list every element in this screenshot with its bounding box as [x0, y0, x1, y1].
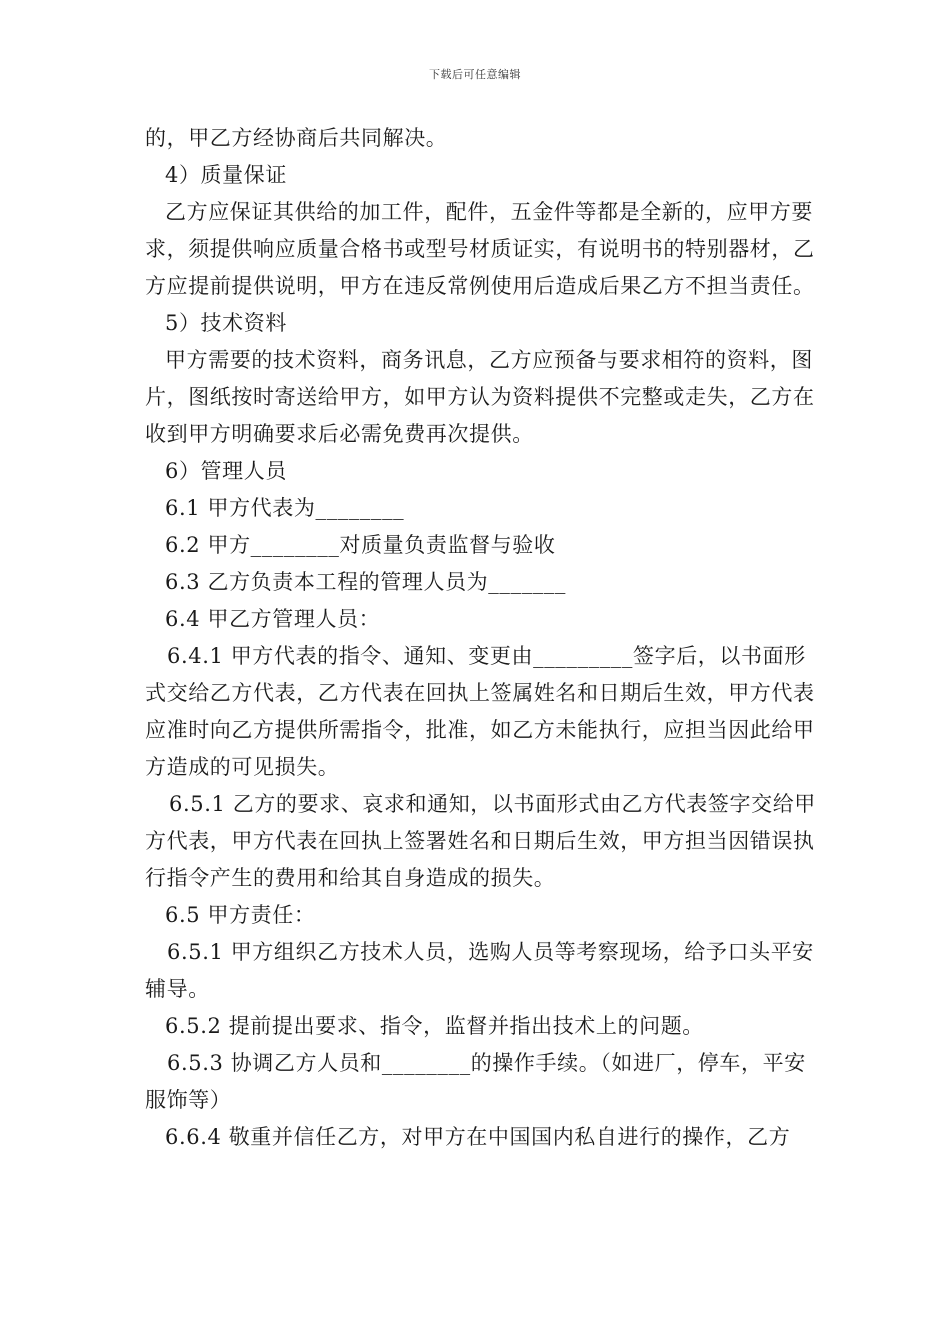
paragraph-continuation: 的，甲乙方经协商后共同解决。 [145, 126, 448, 150]
paragraph-tech-docs: 甲方需要的技术资料，商务讯息，乙方应预备与要求相符的资料，图片，图纸按时寄送给甲方，如甲方认为资料提供不完整或走失，乙方在收到甲方明确要求后必需免费再次提供。 [145, 348, 815, 446]
clause-6-3: 6.3 乙方负责本工程的管理人员为_______ [165, 570, 566, 594]
clause-6-5: 6.5 甲方责任： [165, 903, 316, 927]
clause-6-5-1: 6.5.1 甲方组织乙方技术人员，选购人员等考察现场，给予口头平安辅导。 [145, 940, 814, 1001]
clause-6-5-2: 6.5.2 提前提出要求、指令，监督并指出技术上的问题。 [165, 1014, 704, 1038]
section-heading-quality: 4）质量保证 [165, 163, 287, 187]
clause-6-2: 6.2 甲方________对质量负责监督与验收 [165, 533, 556, 557]
clause-6-6-4: 6.6.4 敬重并信任乙方，对甲方在中国国内私自进行的操作，乙方 [165, 1125, 791, 1149]
clause-6-5-3: 6.5.3 协调乙方人员和________的操作手续。（如进厂，停车，平安服饰等） [145, 1051, 806, 1112]
page-header: 下载后可任意编辑 [429, 68, 521, 81]
clause-6-4-1: 6.4.1 甲方代表的指令、通知、变更由_________签字后，以书面形式交给乙方代表，乙方代表在回执上签属姓名和日期后生效，甲方代表应准时向乙方提供所需指令，批准，如乙方未能执行，应担当因此给甲方造成的可见损失。 [145, 644, 815, 779]
clause-6-1: 6.1 甲方代表为________ [165, 496, 405, 520]
document-body [145, 120, 825, 1156]
paragraph-quality: 乙方应保证其供给的加工件，配件，五金件等都是全新的，应甲方要求，须提供响应质量合格书或型号材质证实，有说明书的特别器材，乙方应提前提供说明，甲方在违反常例使用后造成后果乙方不担当责任。 [145, 200, 815, 298]
clause-6-4: 6.4 甲乙方管理人员： [165, 607, 381, 631]
section-heading-management: 6）管理人员 [165, 459, 287, 483]
section-heading-tech-docs: 5）技术资料 [165, 311, 287, 335]
clause-6-5-1-b: 6.5.1 乙方的要求、哀求和通知，以书面形式由乙方代表签字交给甲方代表，甲方代表在回执上签署姓名和日期后生效，甲方担当因错误执行指令产生的费用和给其自身造成的损失。 [145, 792, 816, 890]
